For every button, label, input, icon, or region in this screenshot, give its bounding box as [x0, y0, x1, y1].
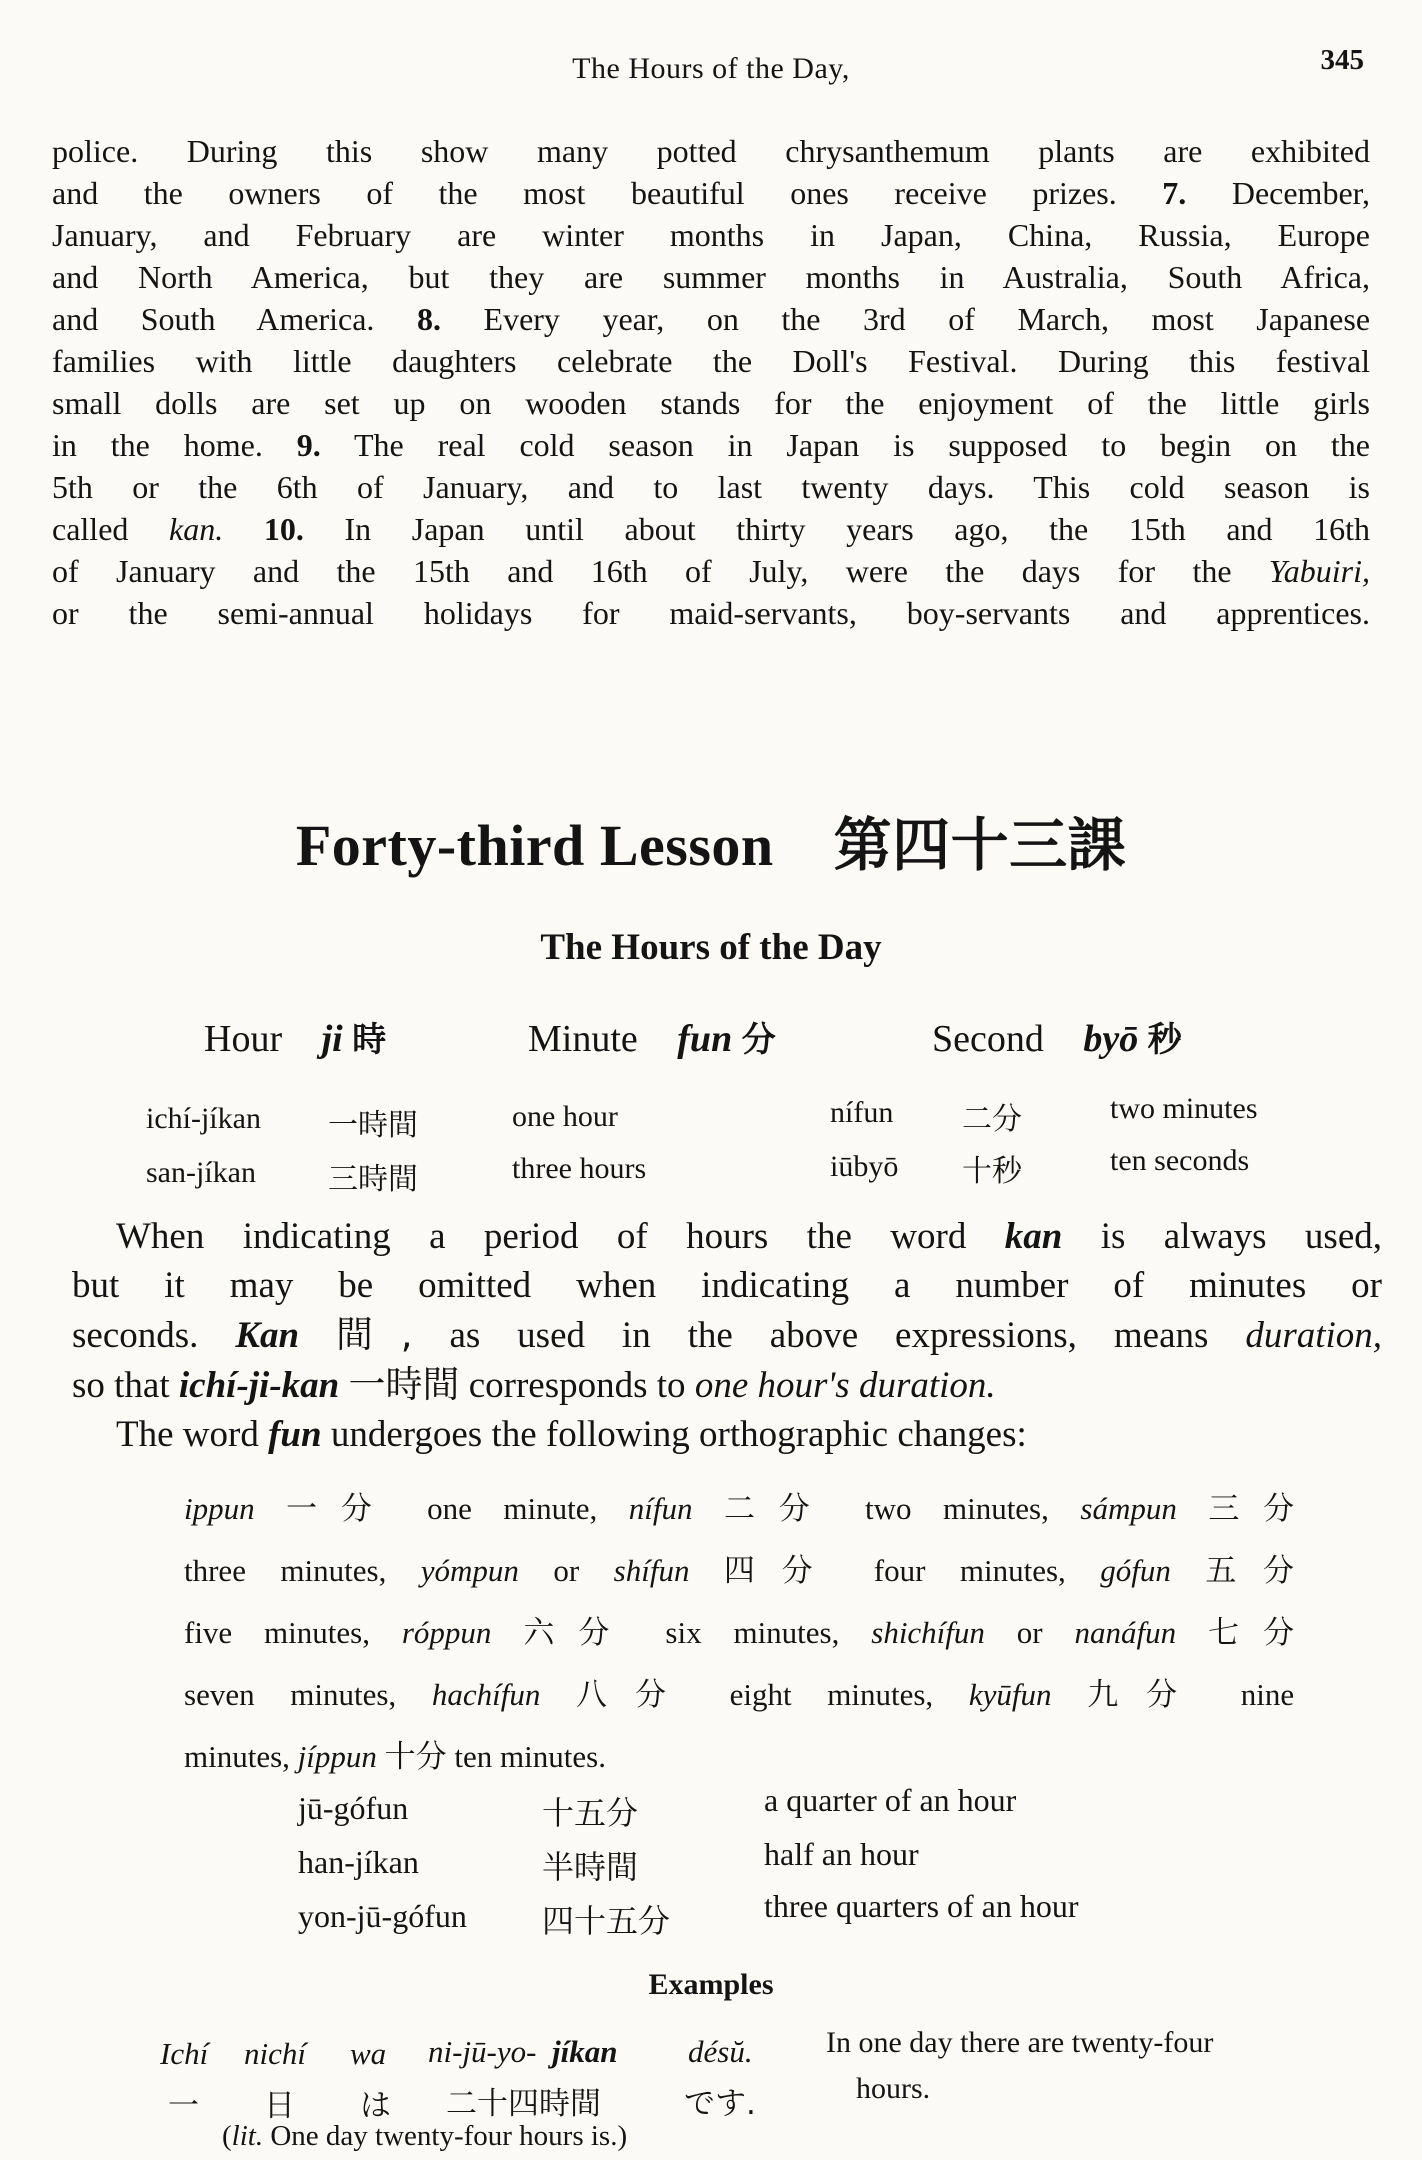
- text-span: five minutes,: [184, 1615, 370, 1650]
- vocab-kanji: 二分: [962, 1102, 1022, 1137]
- text-line: [52, 256, 1370, 298]
- romanized-form: shichífun: [871, 1615, 985, 1650]
- quarter-english: half an hour: [764, 1836, 919, 1872]
- text-span: police. During this show many potted chrysanthemum plants are exhibited: [52, 133, 1370, 169]
- text-line: [52, 508, 1370, 550]
- vocab-kanji: 三時間: [328, 1162, 418, 1197]
- unit-english: Second: [932, 1018, 1044, 1060]
- example-word: ni-jū-yo-: [428, 2034, 537, 2069]
- quarter-english: a quarter of an hour: [764, 1782, 1017, 1818]
- example-word: jíkan: [552, 2034, 618, 2069]
- text-line: [72, 1261, 1382, 1310]
- text-line: [184, 1726, 1294, 1788]
- romanized-term: Kan: [235, 1315, 300, 1356]
- text-span: seconds.: [72, 1315, 199, 1356]
- text-line: [184, 1540, 1294, 1602]
- romanized-form: yómpun: [420, 1553, 519, 1588]
- text-line: [72, 1410, 1382, 1459]
- text-span: or: [553, 1553, 580, 1588]
- kanji-form: 四分: [723, 1553, 840, 1589]
- kanji-form: 八分: [576, 1677, 694, 1713]
- text-span: eight minutes,: [729, 1677, 934, 1712]
- text-line: [52, 340, 1370, 382]
- text-span: or: [1016, 1615, 1043, 1650]
- romanized-form: ippun: [184, 1491, 255, 1526]
- text-line: [52, 298, 1370, 340]
- vocab-english: ten seconds: [1110, 1144, 1250, 1177]
- lesson-title-text: Forty-third Lesson: [295, 813, 774, 878]
- example-translation: hours.: [856, 2072, 931, 2105]
- kanji-form: 九分: [1087, 1677, 1206, 1713]
- example-word: nichí: [244, 2036, 306, 2071]
- text-line: [52, 424, 1370, 466]
- text-span: or the semi-annual holidays for maid-servants, boy-servants and apprentices.: [52, 595, 1370, 631]
- example-kanji: 日: [264, 2088, 295, 2124]
- text-span: is always used,: [1100, 1216, 1383, 1257]
- text-span: 5th or the 6th of January, and to last twenty days. This cold season is: [52, 469, 1370, 505]
- romanized-term: fun: [268, 1414, 322, 1455]
- text-span: families with little daughters celebrate the Doll's Festival. During this festival: [52, 343, 1370, 379]
- lesson-title-kanji: 第四十三課: [833, 811, 1127, 879]
- item-number: 7.: [1162, 175, 1187, 211]
- text-line: [72, 1360, 1382, 1410]
- page-number: 345: [1320, 44, 1364, 76]
- example-translation: In one day there are twenty-four: [826, 2026, 1214, 2059]
- unit-minute: [528, 1012, 776, 1061]
- examples-heading: Examples: [648, 1968, 774, 2001]
- kanji-form: 一分: [286, 1491, 396, 1527]
- romanized-form: kyūfun: [968, 1677, 1052, 1712]
- text-line: [184, 1478, 1294, 1540]
- example-word: Ichí: [160, 2036, 209, 2071]
- vocab-romanized: ichí-jíkan: [146, 1102, 261, 1135]
- unit-romanized: fun: [677, 1018, 733, 1060]
- vocab-kanji: 一時間: [328, 1108, 418, 1143]
- vocab-romanized: iūbyō: [830, 1150, 899, 1183]
- text-span: in the home.: [52, 427, 263, 463]
- kanji-form: 二分: [723, 1491, 834, 1527]
- romanized-form: shífun: [613, 1553, 690, 1588]
- quarter-romanized: han-jíkan: [298, 1844, 419, 1880]
- intro-paragraph: [52, 130, 1370, 634]
- fun-forms-paragraph: [184, 1478, 1294, 1788]
- example-kanji: 二十四時間: [446, 2086, 601, 2122]
- literal-label: lit.: [231, 2120, 264, 2152]
- unit-english: Minute: [528, 1018, 638, 1060]
- unit-second: [932, 1012, 1182, 1061]
- romanized-form: jíppun: [297, 1739, 377, 1774]
- text-span: nine: [1240, 1677, 1295, 1712]
- text-span: ten minutes.: [454, 1739, 606, 1774]
- vocab-kanji: 十秒: [962, 1154, 1022, 1189]
- text-line: [52, 130, 1370, 172]
- vocab-english: three hours: [512, 1152, 647, 1185]
- text-span: one minute,: [427, 1491, 598, 1526]
- unit-romanized: ji: [321, 1018, 343, 1060]
- unit-english: Hour: [204, 1018, 283, 1060]
- romanized-form: hachífun: [431, 1677, 541, 1712]
- running-title: The Hours of the Day,: [572, 52, 850, 85]
- quarter-romanized: yon-jū-gófun: [298, 1898, 467, 1934]
- kanji-form: 七分: [1208, 1615, 1295, 1651]
- kanji-term: 間,: [336, 1313, 413, 1356]
- text-span: three minutes,: [184, 1553, 387, 1588]
- vocab-english: one hour: [512, 1100, 618, 1133]
- text-line: [52, 466, 1370, 508]
- kanji-form: 十分: [384, 1739, 447, 1775]
- text-span: and South America.: [52, 301, 375, 337]
- romanized-term: kan: [1004, 1216, 1063, 1257]
- text-line: [184, 1664, 1294, 1726]
- text-span: Every year, on the 3rd of March, most Japanese: [483, 301, 1371, 337]
- example-kanji: は: [360, 2088, 391, 2124]
- unit-kanji: 時: [352, 1020, 387, 1060]
- text-line: [52, 592, 1370, 634]
- quarter-kanji: 十五分: [542, 1794, 639, 1832]
- text-span: small dolls are set up on wooden stands for the enjoyment of the little girls: [52, 385, 1370, 421]
- text-span: but it may be omitted when indicating a number of minutes or: [72, 1265, 1382, 1306]
- quarter-romanized: jū-gófun: [298, 1790, 409, 1826]
- example-kanji: 一: [168, 2088, 199, 2124]
- vocab-romanized: san-jíkan: [146, 1156, 256, 1189]
- text-line: [72, 1310, 1382, 1360]
- text-line: [52, 382, 1370, 424]
- literal-text: One day twenty-four hours is.): [270, 2120, 628, 2152]
- text-span: and the owners of the most beautiful ones receive prizes.: [52, 175, 1117, 211]
- romanized-term: ichí-ji-kan: [178, 1365, 340, 1406]
- italic-term: one hour's duration.: [694, 1365, 996, 1406]
- text-span: six minutes,: [665, 1615, 840, 1650]
- romanized-term: kan.: [169, 511, 224, 547]
- quarter-kanji: 四十五分: [542, 1902, 671, 1940]
- quarter-kanji: 半時間: [542, 1848, 639, 1886]
- kanji-form: 五分: [1205, 1553, 1295, 1589]
- romanized-form: sámpun: [1080, 1491, 1177, 1526]
- text-span: four minutes,: [873, 1553, 1066, 1588]
- unit-hour: [204, 1012, 386, 1061]
- text-span: called: [52, 511, 129, 547]
- text-line: [52, 550, 1370, 592]
- text-line: [52, 172, 1370, 214]
- text-span: as used in the above expressions, means: [449, 1315, 1209, 1356]
- text-span: In Japan until about thirty years ago, the 15th and 16th: [344, 511, 1371, 547]
- explanation-paragraph: [72, 1212, 1382, 1459]
- example-kanji: です.: [684, 2086, 756, 2122]
- text-span: When indicating a period of hours the word: [116, 1216, 967, 1257]
- text-span: of January and the 15th and 16th of July, were the days for the: [52, 553, 1232, 589]
- romanized-term: Yabuiri,: [1268, 553, 1371, 589]
- lesson-title: [0, 798, 1422, 882]
- vocab-english: two minutes: [1110, 1092, 1258, 1125]
- item-number: 10.: [263, 511, 304, 547]
- text-span: corresponds to: [468, 1365, 686, 1406]
- vocab-romanized: nífun: [830, 1096, 894, 1129]
- example-literal: (lit. One day twenty-four hours is.): [222, 2120, 628, 2152]
- romanized-form: gófun: [1100, 1553, 1171, 1588]
- unit-kanji: 秒: [1147, 1020, 1182, 1060]
- text-span: December,: [1231, 175, 1371, 211]
- example-word: wa: [350, 2036, 387, 2071]
- text-span: January, and February are winter months in Japan, China, Russia, Europe: [52, 217, 1370, 253]
- text-span: minutes,: [184, 1739, 290, 1774]
- text-span: The real cold season in Japan is supposed to begin on the: [354, 427, 1371, 463]
- lesson-subtitle: The Hours of the Day: [540, 927, 882, 968]
- example-word: désŭ.: [688, 2034, 753, 2069]
- unit-kanji: 分: [741, 1020, 776, 1060]
- kanji-form: 三分: [1208, 1491, 1295, 1527]
- text-span: undergoes the following orthographic changes:: [330, 1414, 1027, 1455]
- text-span: and North America, but they are summer months in Australia, South Africa,: [52, 259, 1370, 295]
- text-span: so that: [72, 1365, 170, 1406]
- romanized-form: nanáfun: [1074, 1615, 1177, 1650]
- text-span: two minutes,: [864, 1491, 1049, 1526]
- romanized-form: nífun: [628, 1491, 693, 1526]
- unit-romanized: byō: [1083, 1018, 1139, 1060]
- text-span: seven minutes,: [184, 1677, 397, 1712]
- text-line: [184, 1602, 1294, 1664]
- kanji-form: 六分: [523, 1615, 634, 1651]
- text-line: [72, 1212, 1382, 1261]
- item-number: 8.: [416, 301, 441, 337]
- text-span: The word: [116, 1414, 259, 1455]
- romanized-form: róppun: [401, 1615, 492, 1650]
- text-line: [52, 214, 1370, 256]
- item-number: 9.: [296, 427, 321, 463]
- kanji-term: 一時間: [348, 1363, 460, 1406]
- quarter-english: three quarters of an hour: [764, 1888, 1079, 1924]
- italic-term: duration,: [1245, 1315, 1383, 1356]
